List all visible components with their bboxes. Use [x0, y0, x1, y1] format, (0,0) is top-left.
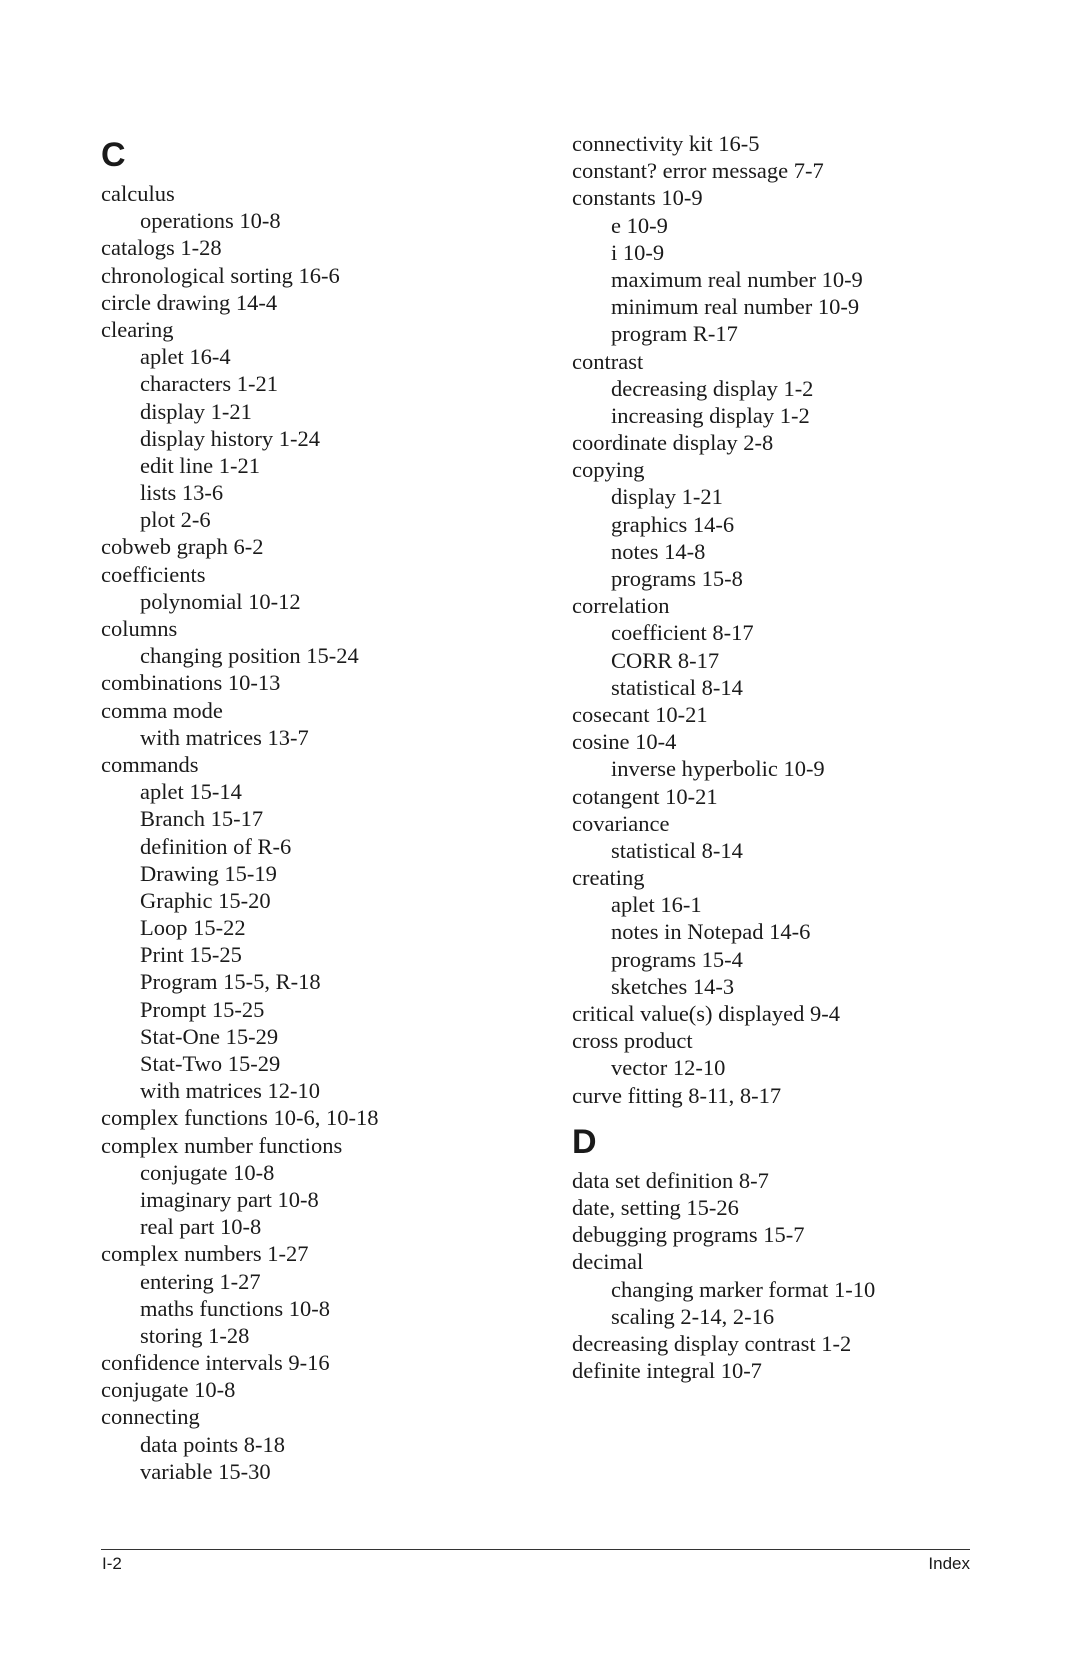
- index-subentry: Print 15-25: [140, 942, 242, 968]
- index-subentry: Stat-One 15-29: [140, 1023, 279, 1049]
- index-entry: correlation: [572, 593, 670, 619]
- index-subentry: scaling 2-14, 2-16: [611, 1303, 775, 1329]
- index-subentry: aplet 15-14: [140, 779, 242, 805]
- index-entry: debugging programs 15-7: [572, 1222, 805, 1248]
- index-subentry: changing position 15-24: [140, 643, 359, 669]
- index-entry: confidence intervals 9-16: [101, 1350, 330, 1376]
- index-entry: commands: [101, 751, 199, 777]
- index-letter-heading: D: [572, 1122, 597, 1161]
- index-entry: constant? error message 7-7: [572, 158, 824, 184]
- index-letter-heading: C: [101, 136, 126, 174]
- index-subentry: program R-17: [611, 321, 738, 347]
- index-subentry: notes in Notepad 14-6: [611, 919, 811, 945]
- index-subentry: notes 14-8: [611, 538, 706, 564]
- index-subentry: with matrices 13-7: [140, 724, 309, 750]
- index-subentry: conjugate 10-8: [140, 1159, 275, 1185]
- index-entry: decreasing display contrast 1-2: [572, 1330, 852, 1356]
- index-subentry: Program 15-5, R-18: [140, 969, 321, 995]
- index-entry: columns: [101, 616, 178, 641]
- index-subentry: edit line 1-21: [140, 452, 260, 478]
- index-subentry: CORR 8-17: [611, 647, 720, 673]
- index-subentry: characters 1-21: [140, 371, 279, 397]
- index-subentry: decreasing display 1-2: [611, 375, 814, 401]
- index-entry: decimal: [572, 1249, 644, 1275]
- index-entry: conjugate 10-8: [101, 1377, 236, 1403]
- index-entry: constants 10-9: [572, 185, 703, 211]
- index-subentry: maximum real number 10-9: [611, 266, 863, 292]
- index-subentry: lists 13-6: [140, 480, 224, 506]
- index-entry: date, setting 15-26: [572, 1194, 739, 1220]
- index-subentry: Graphic 15-20: [140, 887, 271, 913]
- index-entry: cobweb graph 6-2: [101, 534, 264, 560]
- index-subentry: polynomial 10-12: [140, 588, 301, 614]
- index-subentry: data points 8-18: [140, 1431, 285, 1457]
- index-entry: calculus: [101, 181, 175, 206]
- index-entry: contrast: [572, 348, 644, 374]
- index-subentry: entering 1-27: [140, 1268, 261, 1294]
- index-subentry: e 10-9: [611, 212, 668, 238]
- index-subentry: Prompt 15-25: [140, 996, 265, 1022]
- index-subentry: inverse hyperbolic 10-9: [611, 756, 825, 782]
- index-entry: curve fitting 8-11, 8-17: [572, 1082, 782, 1108]
- index-column-right: [572, 130, 1042, 1384]
- index-subentry: variable 15-30: [140, 1458, 271, 1484]
- index-subentry: display 1-21: [140, 398, 252, 424]
- index-entry: cosecant 10-21: [572, 701, 708, 727]
- index-subentry: plot 2-6: [140, 507, 211, 533]
- section-spacer: [572, 1109, 1042, 1117]
- footer-section-title: Index: [928, 1554, 970, 1573]
- index-subentry: operations 10-8: [140, 208, 281, 234]
- index-subentry: statistical 8-14: [611, 837, 743, 863]
- index-entry: circle drawing 14-4: [101, 289, 278, 315]
- index-subentry: coefficient 8-17: [611, 620, 754, 646]
- index-entry: clearing: [101, 316, 174, 342]
- index-subentry: minimum real number 10-9: [611, 294, 860, 320]
- index-subentry: Loop 15-22: [140, 915, 246, 941]
- index-entry: cosine 10-4: [572, 729, 677, 755]
- index-subentry: aplet 16-4: [140, 344, 231, 370]
- index-entry: creating: [572, 865, 645, 891]
- footer-page-number: I-2: [102, 1554, 122, 1573]
- index-entry: data set definition 8-7: [572, 1167, 769, 1193]
- index-entry: catalogs 1-28: [101, 235, 222, 261]
- index-subentry: display 1-21: [611, 484, 723, 510]
- index-entry: combinations 10-13: [101, 670, 281, 696]
- index-entry: complex numbers 1-27: [101, 1241, 309, 1267]
- index-subentry: changing marker format 1-10: [611, 1276, 876, 1302]
- index-subentry: display history 1-24: [140, 425, 320, 451]
- index-entry: comma mode: [101, 697, 223, 723]
- index-entry: complex functions 10-6, 10-18: [101, 1105, 379, 1131]
- index-entry: connectivity kit 16-5: [572, 131, 760, 156]
- index-subentry: graphics 14-6: [611, 511, 735, 537]
- index-entry: copying: [572, 457, 645, 483]
- index-subentry: i 10-9: [611, 239, 665, 265]
- index-subentry: Drawing 15-19: [140, 860, 277, 886]
- index-entry: critical value(s) displayed 9-4: [572, 1001, 841, 1026]
- index-subentry: vector 12-10: [611, 1055, 726, 1081]
- index-subentry: imaginary part 10-8: [140, 1186, 319, 1212]
- index-subentry: Branch 15-17: [140, 806, 264, 832]
- index-subentry: storing 1-28: [140, 1322, 250, 1348]
- index-entry: coordinate display 2-8: [572, 430, 774, 456]
- index-subentry: increasing display 1-2: [611, 402, 810, 428]
- index-entry: chronological sorting 16-6: [101, 262, 340, 288]
- footer-rule: [101, 1549, 970, 1550]
- index-subentry: Stat-Two 15-29: [140, 1051, 281, 1076]
- index-entry: cotangent 10-21: [572, 783, 718, 809]
- index-subentry: with matrices 12-10: [140, 1078, 320, 1104]
- index-subentry: definition of R-6: [140, 833, 292, 859]
- index-subentry: programs 15-8: [611, 566, 743, 591]
- index-entry: cross product: [572, 1028, 693, 1054]
- index-entry: coefficients: [101, 561, 206, 587]
- index-subentry: programs 15-4: [611, 946, 743, 972]
- index-column-left: [101, 130, 531, 1485]
- index-subentry: sketches 14-3: [611, 973, 735, 999]
- index-subentry: aplet 16-1: [611, 892, 702, 918]
- index-subentry: statistical 8-14: [611, 674, 743, 700]
- index-subentry: maths functions 10-8: [140, 1295, 330, 1321]
- index-entry: complex number functions: [101, 1132, 343, 1158]
- index-entry: covariance: [572, 810, 670, 836]
- index-entry: definite integral 10-7: [572, 1358, 762, 1384]
- index-entry: connecting: [101, 1404, 200, 1430]
- index-subentry: real part 10-8: [140, 1214, 262, 1240]
